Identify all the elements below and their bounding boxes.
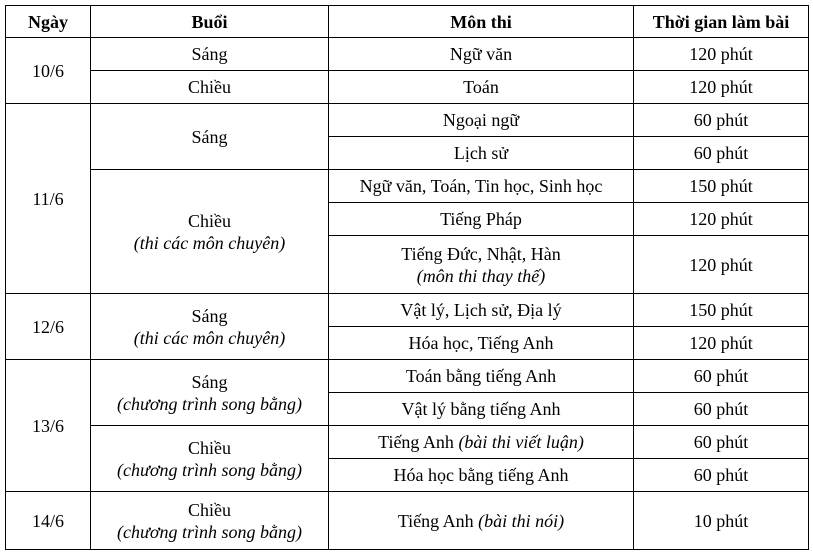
exam-schedule-table (5, 5, 809, 550)
subject-cell (329, 236, 634, 294)
session-label: Chiều (188, 499, 231, 520)
table-row (6, 294, 809, 327)
subject-note: (bài thi nói) (478, 510, 565, 531)
subject-cell: Ngữ văn, Toán, Tin học, Sinh học (329, 170, 634, 203)
date-cell: 12/6 (6, 294, 91, 360)
subject-cell (329, 426, 634, 459)
duration-cell: 120 phút (634, 236, 809, 294)
duration-cell: 120 phút (634, 327, 809, 360)
duration-cell: 10 phút (634, 492, 809, 550)
subject-cell: Vật lý bằng tiếng Anh (329, 393, 634, 426)
duration-cell: 60 phút (634, 137, 809, 170)
header-row (6, 6, 809, 38)
subject-note: (môn thi thay thế) (416, 265, 546, 286)
session-cell: Sáng (91, 38, 329, 71)
session-note: (chương trình song bằng) (117, 521, 302, 542)
session-cell (91, 360, 329, 426)
duration-cell: 60 phút (634, 360, 809, 393)
subject-label: Tiếng Đức, Nhật, Hàn (401, 243, 561, 264)
session-label: Sáng (191, 371, 228, 392)
duration-cell: 120 phút (634, 71, 809, 104)
subject-cell: Toán bằng tiếng Anh (329, 360, 634, 393)
date-cell: 13/6 (6, 360, 91, 492)
table-row (6, 360, 809, 393)
session-label: Sáng (191, 305, 228, 326)
duration-cell: 150 phút (634, 294, 809, 327)
header-session: Buổi (91, 6, 329, 38)
subject-cell: Hóa học, Tiếng Anh (329, 327, 634, 360)
date-cell: 10/6 (6, 38, 91, 104)
subject-label: Tiếng Anh (378, 432, 454, 452)
session-cell: Chiều (91, 71, 329, 104)
duration-cell: 60 phút (634, 426, 809, 459)
session-label: Chiều (188, 437, 231, 458)
session-cell (91, 492, 329, 550)
table-row (6, 170, 809, 203)
session-label: Chiều (188, 210, 231, 231)
subject-cell: Toán (329, 71, 634, 104)
subject-label: Tiếng Anh (397, 510, 474, 531)
table-row (6, 426, 809, 459)
duration-cell: 60 phút (634, 459, 809, 492)
session-note: (chương trình song bằng) (117, 459, 302, 480)
subject-cell: Hóa học bằng tiếng Anh (329, 459, 634, 492)
table-row (6, 492, 809, 550)
subject-cell: Ngữ văn (329, 38, 634, 71)
table-row (6, 38, 809, 71)
subject-cell: Ngoại ngữ (329, 104, 634, 137)
subject-cell: Lịch sử (329, 137, 634, 170)
session-note: (thi các môn chuyên) (133, 232, 286, 253)
subject-note: (bài thi viết luận) (458, 432, 584, 452)
duration-cell: 60 phút (634, 393, 809, 426)
subject-cell: Vật lý, Lịch sử, Địa lý (329, 294, 634, 327)
table-row (6, 71, 809, 104)
date-cell: 14/6 (6, 492, 91, 550)
duration-cell: 150 phút (634, 170, 809, 203)
date-cell: 11/6 (6, 104, 91, 294)
header-duration: Thời gian làm bài (634, 6, 809, 38)
duration-cell: 120 phút (634, 38, 809, 71)
session-cell (91, 426, 329, 492)
duration-cell: 60 phút (634, 104, 809, 137)
duration-cell: 120 phút (634, 203, 809, 236)
header-date: Ngày (6, 6, 91, 38)
session-cell: Sáng (91, 104, 329, 170)
session-cell (91, 170, 329, 294)
header-subject: Môn thi (329, 6, 634, 38)
session-note: (thi các môn chuyên) (133, 327, 286, 348)
table-row (6, 104, 809, 137)
session-note: (chương trình song bằng) (117, 393, 302, 414)
subject-cell (329, 492, 634, 550)
subject-cell: Tiếng Pháp (329, 203, 634, 236)
session-cell (91, 294, 329, 360)
